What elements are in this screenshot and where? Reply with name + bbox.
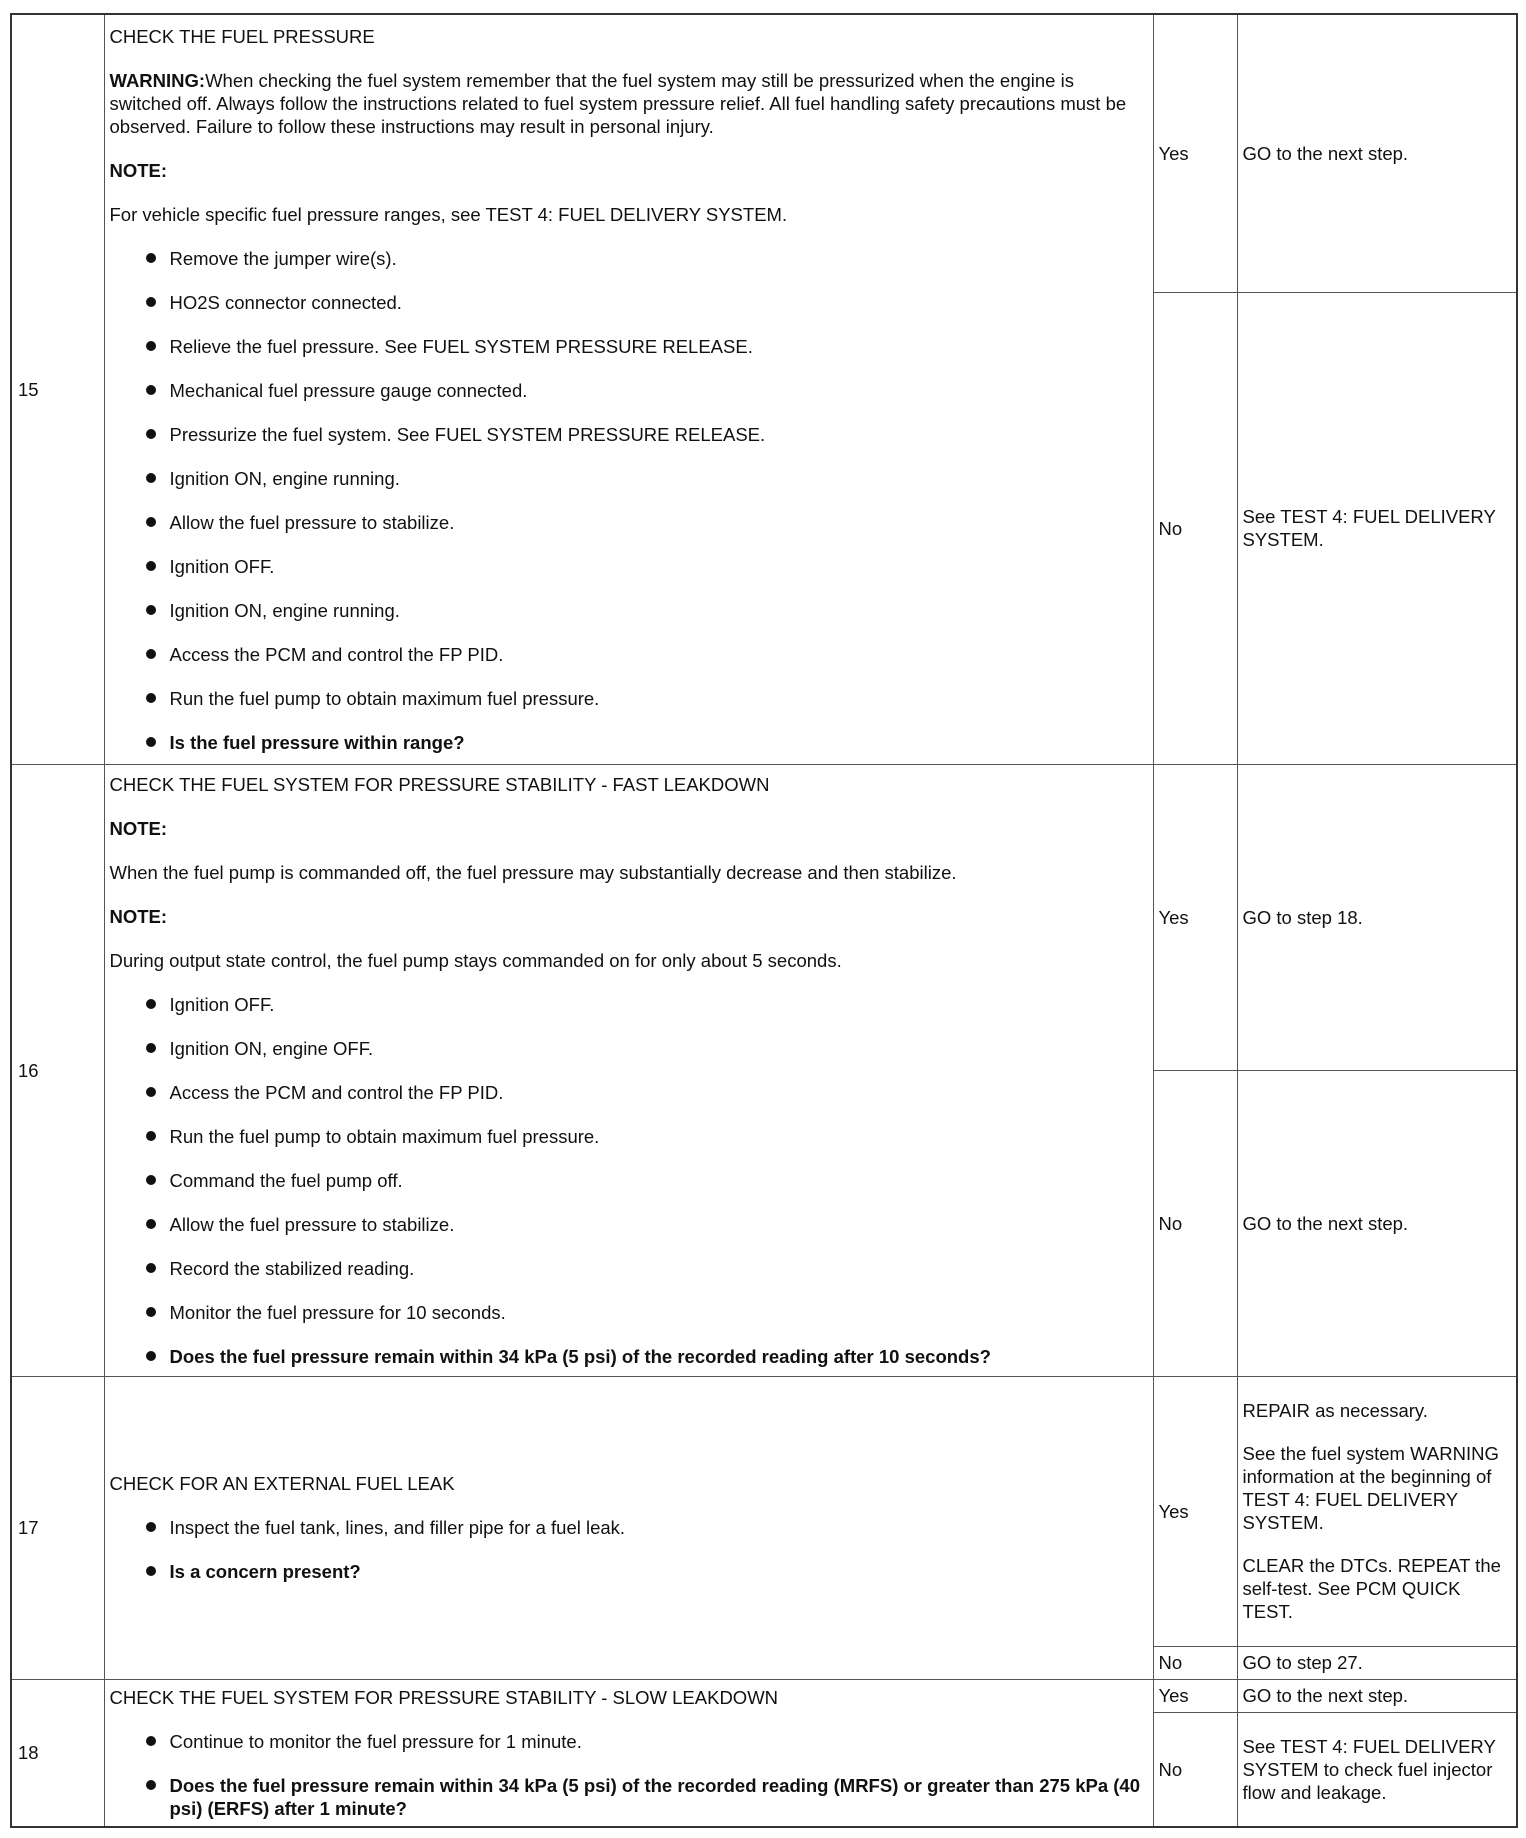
step-title: CHECK FOR AN EXTERNAL FUEL LEAK [109, 1473, 455, 1494]
step-number: 18 [11, 1679, 104, 1827]
action-line: CLEAR the DTCs. REPEAT the self-test. See PCM QUICK TEST. [1242, 1555, 1501, 1622]
list-item: Monitor the fuel pressure for 10 seconds. [110, 1301, 1147, 1324]
list-item: Continue to monitor the fuel pressure for 1 minute. [110, 1730, 1147, 1753]
bullet-list [110, 247, 1147, 754]
bullet-list [110, 993, 1147, 1368]
result-no: No [1153, 1712, 1237, 1827]
list-item: Allow the fuel pressure to stabilize. [110, 1213, 1147, 1236]
table-row-step-16 [11, 764, 1517, 1070]
step-title: CHECK THE FUEL SYSTEM FOR PRESSURE STABILITY - FAST LEAKDOWN [109, 773, 770, 795]
action-yes: GO to step 18. [1237, 764, 1517, 1070]
diagnostic-page [10, 13, 1516, 1826]
result-yes: Yes [1153, 764, 1237, 1070]
step-procedure [104, 1376, 1153, 1679]
note-text: For vehicle specific fuel pressure ranges, see TEST 4: FUEL DELIVERY SYSTEM. [109, 203, 788, 225]
list-item: Inspect the fuel tank, lines, and filler pipe for a fuel leak. [110, 1516, 1147, 1539]
table-row-step-17 [11, 1376, 1517, 1646]
list-item: Relieve the fuel pressure. See FUEL SYSTEM PRESSURE RELEASE. [110, 335, 1147, 358]
result-yes: Yes [1153, 1376, 1237, 1646]
result-yes: Yes [1153, 1679, 1237, 1712]
bullet-list [110, 1730, 1147, 1820]
action-no: GO to step 27. [1237, 1646, 1517, 1679]
list-item: Ignition OFF. [110, 555, 1147, 578]
list-item: Command the fuel pump off. [110, 1169, 1147, 1192]
list-item: Ignition OFF. [110, 993, 1147, 1016]
action-line: See the fuel system WARNING information at the beginning of TEST 4: FUEL DELIVERY SYSTEM. [1242, 1443, 1499, 1533]
step-title: CHECK THE FUEL PRESSURE [109, 25, 375, 47]
action-yes: GO to the next step. [1237, 1679, 1517, 1712]
list-item: Access the PCM and control the FP PID. [110, 643, 1147, 666]
step-procedure [104, 14, 1153, 764]
note-text: When the fuel pump is commanded off, the fuel pressure may substantially decrease and then stabilize. [109, 861, 957, 883]
list-item: Ignition ON, engine running. [110, 599, 1147, 622]
list-item: Mechanical fuel pressure gauge connected. [110, 379, 1147, 402]
list-item: Remove the jumper wire(s). [110, 247, 1147, 270]
action-no: See TEST 4: FUEL DELIVERY SYSTEM to check fuel injector flow and leakage. [1237, 1712, 1517, 1827]
step-procedure [104, 764, 1153, 1376]
note-label: NOTE: [109, 905, 168, 927]
result-yes: Yes [1153, 14, 1237, 292]
step-number: 16 [11, 764, 104, 1376]
warning-text: When checking the fuel system remember that the fuel system may still be pressurized when the engine is switched off. Always follow the instructions related to fuel system pressure relief. All fuel handling safety precautions must be observed. Failure to follow these instructions may result in personal injury. [109, 69, 1127, 137]
warning-paragraph [110, 69, 1147, 138]
result-no: No [1153, 1646, 1237, 1679]
step-number: 15 [11, 14, 104, 764]
list-item: Run the fuel pump to obtain maximum fuel pressure. [110, 1125, 1147, 1148]
action-yes: GO to the next step. [1237, 14, 1517, 292]
note-label: NOTE: [109, 817, 168, 839]
action-line: REPAIR as necessary. [1242, 1400, 1428, 1421]
list-item: Record the stabilized reading. [110, 1257, 1147, 1280]
step-number: 17 [11, 1376, 104, 1679]
bullet-list [110, 1516, 1147, 1583]
note-text: During output state control, the fuel pump stays commanded on for only about 5 seconds. [109, 949, 842, 971]
step-procedure [104, 1679, 1153, 1827]
question-item: Is the fuel pressure within range? [110, 731, 1147, 754]
list-item: Access the PCM and control the FP PID. [110, 1081, 1147, 1104]
table-row-step-18 [11, 1679, 1517, 1712]
question-item: Is a concern present? [110, 1560, 1147, 1583]
result-no: No [1153, 1070, 1237, 1376]
action-yes [1237, 1376, 1517, 1646]
note-label: NOTE: [109, 159, 168, 181]
list-item: HO2S connector connected. [110, 291, 1147, 314]
table-row-step-15 [11, 14, 1517, 292]
pinpoint-test-table [10, 13, 1518, 1828]
result-no: No [1153, 292, 1237, 764]
question-item: Does the fuel pressure remain within 34 kPa (5 psi) of the recorded reading after 10 seconds? [110, 1345, 1147, 1368]
action-no: GO to the next step. [1237, 1070, 1517, 1376]
warning-label: WARNING: [109, 69, 206, 91]
list-item: Ignition ON, engine OFF. [110, 1037, 1147, 1060]
list-item: Allow the fuel pressure to stabilize. [110, 511, 1147, 534]
list-item: Run the fuel pump to obtain maximum fuel pressure. [110, 687, 1147, 710]
step-title: CHECK THE FUEL SYSTEM FOR PRESSURE STABILITY - SLOW LEAKDOWN [109, 1686, 779, 1708]
action-no: See TEST 4: FUEL DELIVERY SYSTEM. [1237, 292, 1517, 764]
list-item: Pressurize the fuel system. See FUEL SYSTEM PRESSURE RELEASE. [110, 423, 1147, 446]
question-item: Does the fuel pressure remain within 34 kPa (5 psi) of the recorded reading (MRFS) or greater than 275 kPa (40 psi) (ERFS) after 1 minute? [110, 1774, 1147, 1820]
list-item: Ignition ON, engine running. [110, 467, 1147, 490]
